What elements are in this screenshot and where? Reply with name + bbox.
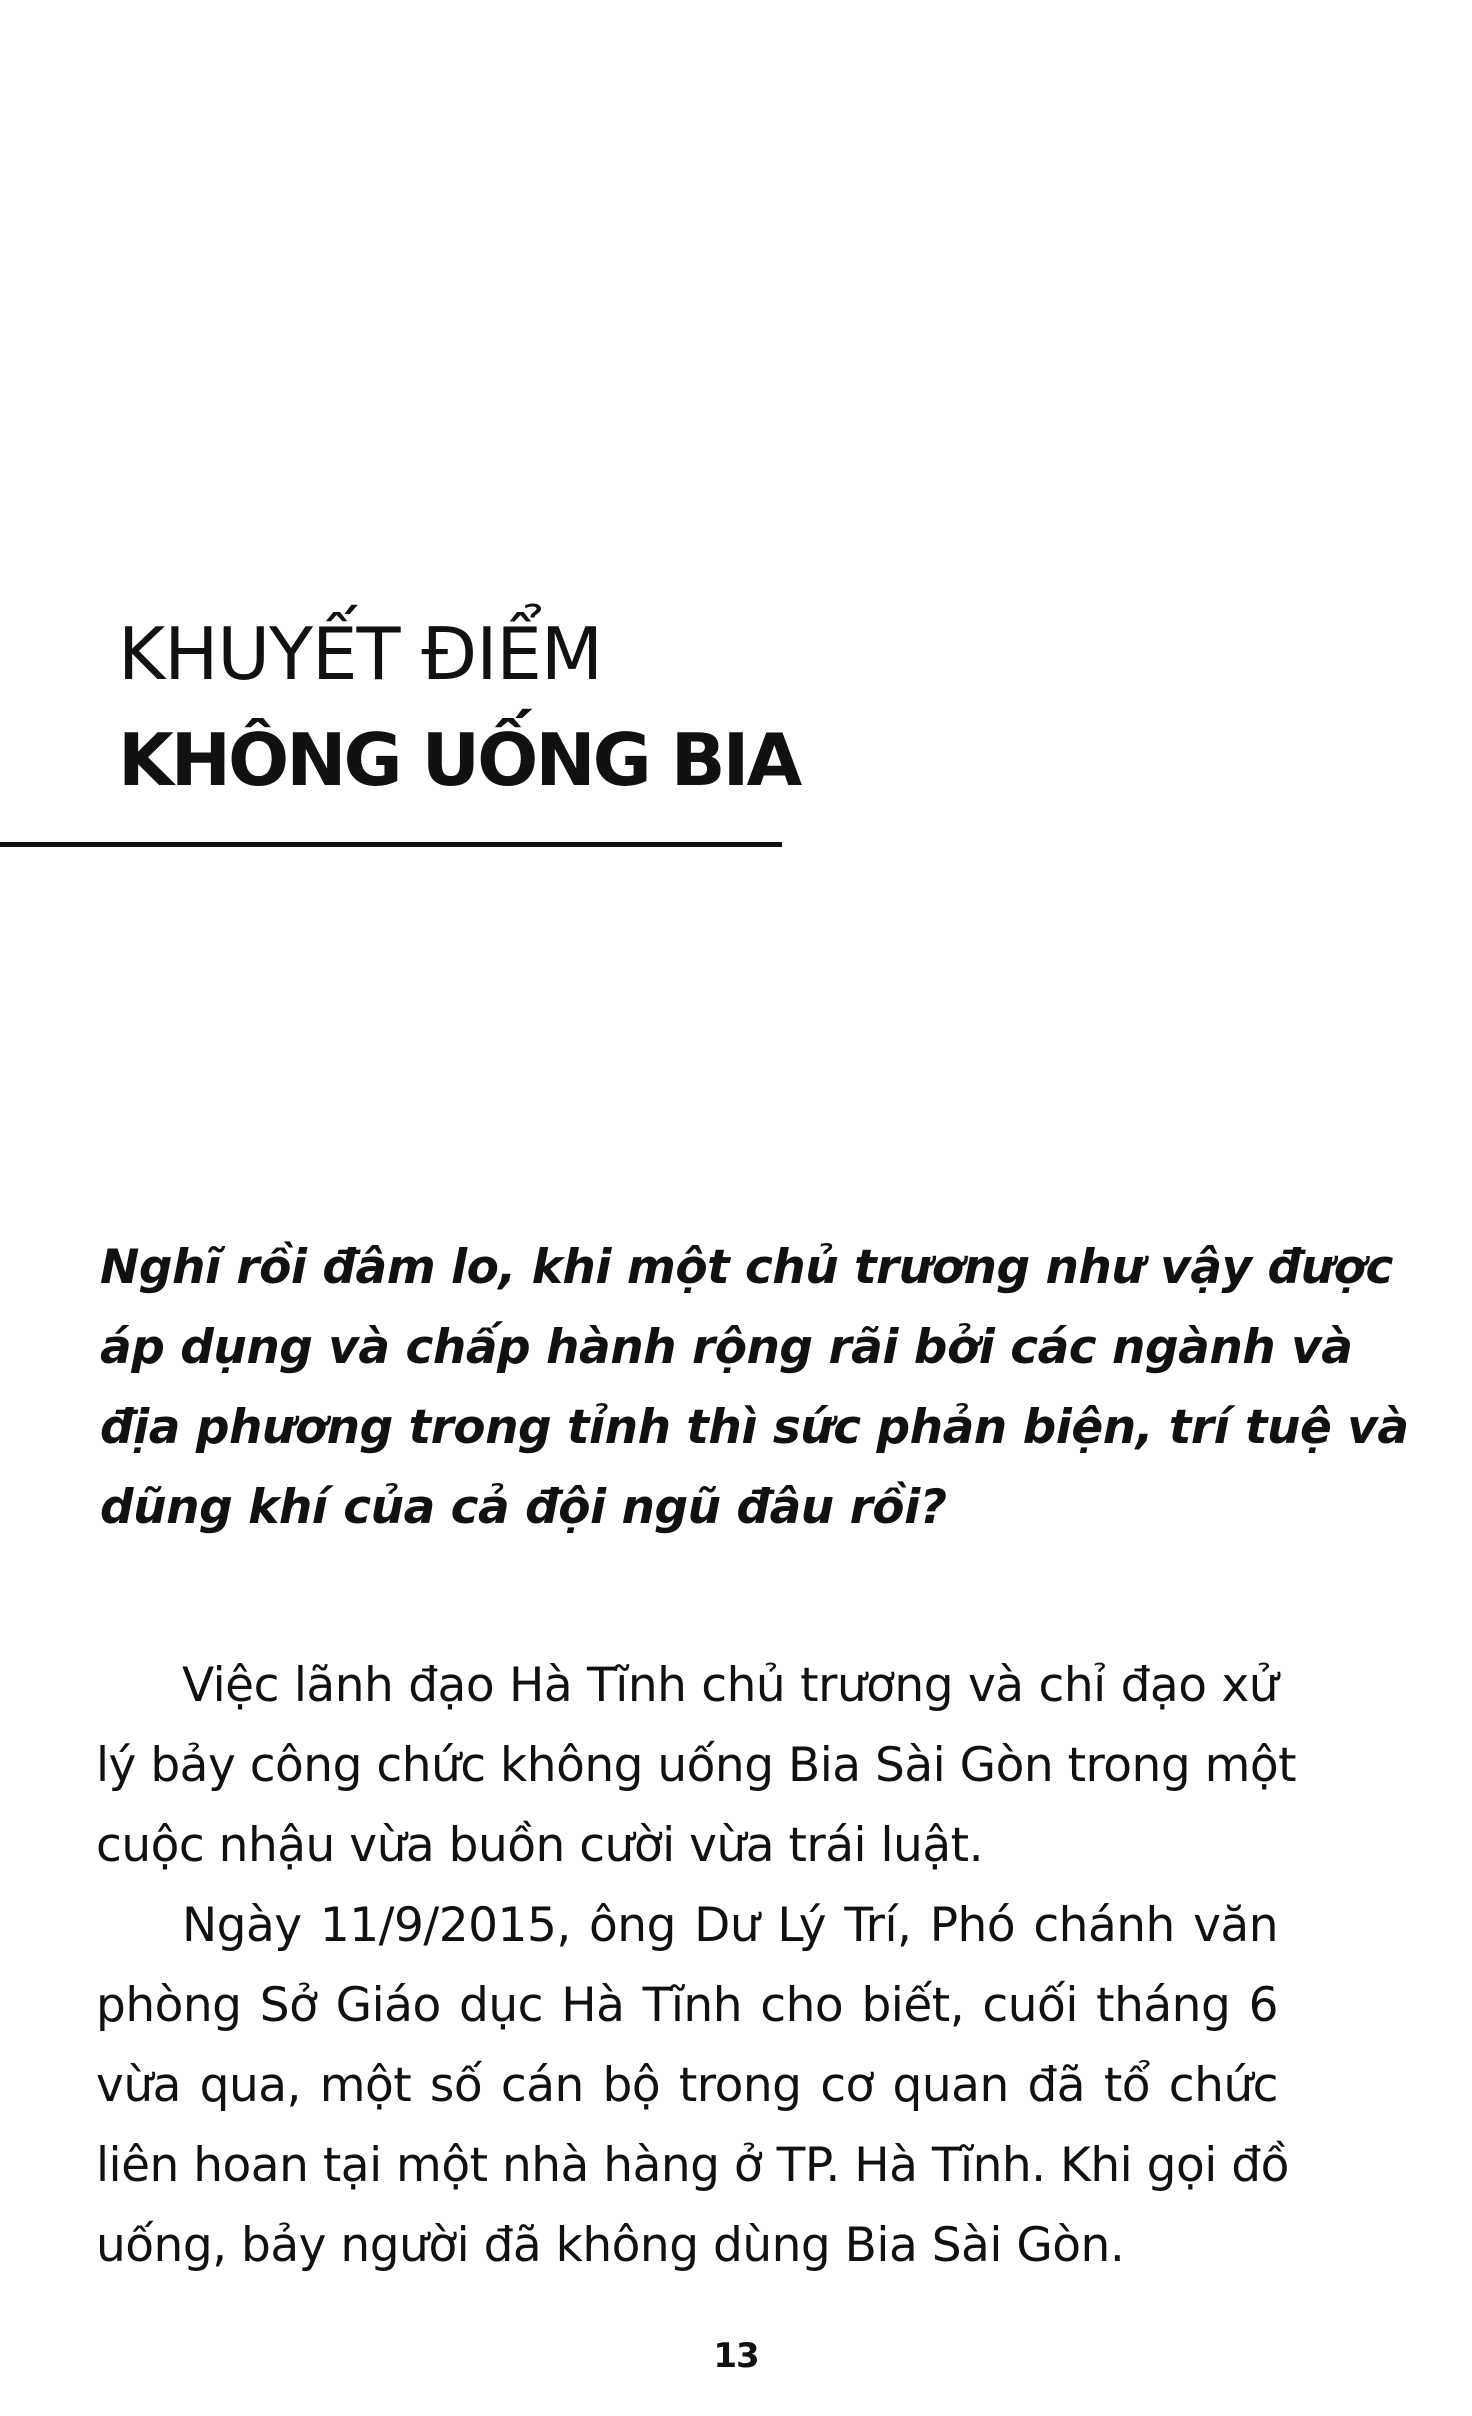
lead-line: Nghĩ rồi đâm lo, khi một chủ trương như vậy được <box>100 1240 1393 1295</box>
paragraph-line: cuộc nhậu vừa buồn cười vừa trái luật. <box>96 1818 984 1873</box>
title-divider <box>0 842 782 847</box>
lead-quote <box>100 1228 1409 1548</box>
paragraph-line: vừa qua, một số cán bộ trong cơ quan đã tổ chức <box>96 2058 1278 2113</box>
paragraph-line: Ngày 11/9/2015, ông Dư Lý Trí, Phó chánh văn <box>182 1898 1278 1953</box>
page-number: 13 <box>713 2336 759 2376</box>
paragraph-line: lý bảy công chức không uống Bia Sài Gòn trong một <box>96 1738 1297 1793</box>
paragraph-line: Việc lãnh đạo Hà Tĩnh chủ trương và chỉ đạo xử <box>182 1658 1278 1713</box>
chapter-title-line-2: KHÔNG UỐNG BIA <box>118 718 800 802</box>
body-paragraph-2 <box>96 1886 1289 2286</box>
lead-line: áp dụng và chấp hành rộng rãi bởi các ngành và <box>100 1320 1353 1375</box>
chapter-title-line-1: KHUYẾT ĐIỂM <box>118 612 603 696</box>
lead-line: dũng khí của cả đội ngũ đâu rồi? <box>100 1480 947 1535</box>
paragraph-line: uống, bảy người đã không dùng Bia Sài Gòn. <box>96 2218 1125 2273</box>
paragraph-line: phòng Sở Giáo dục Hà Tĩnh cho biết, cuối tháng 6 <box>96 1978 1278 2033</box>
lead-line: địa phương trong tỉnh thì sức phản biện, trí tuệ và <box>100 1400 1409 1455</box>
body-paragraph-1 <box>96 1646 1297 1886</box>
paragraph-line: liên hoan tại một nhà hàng ở TP. Hà Tĩnh. Khi gọi đồ <box>96 2138 1289 2193</box>
